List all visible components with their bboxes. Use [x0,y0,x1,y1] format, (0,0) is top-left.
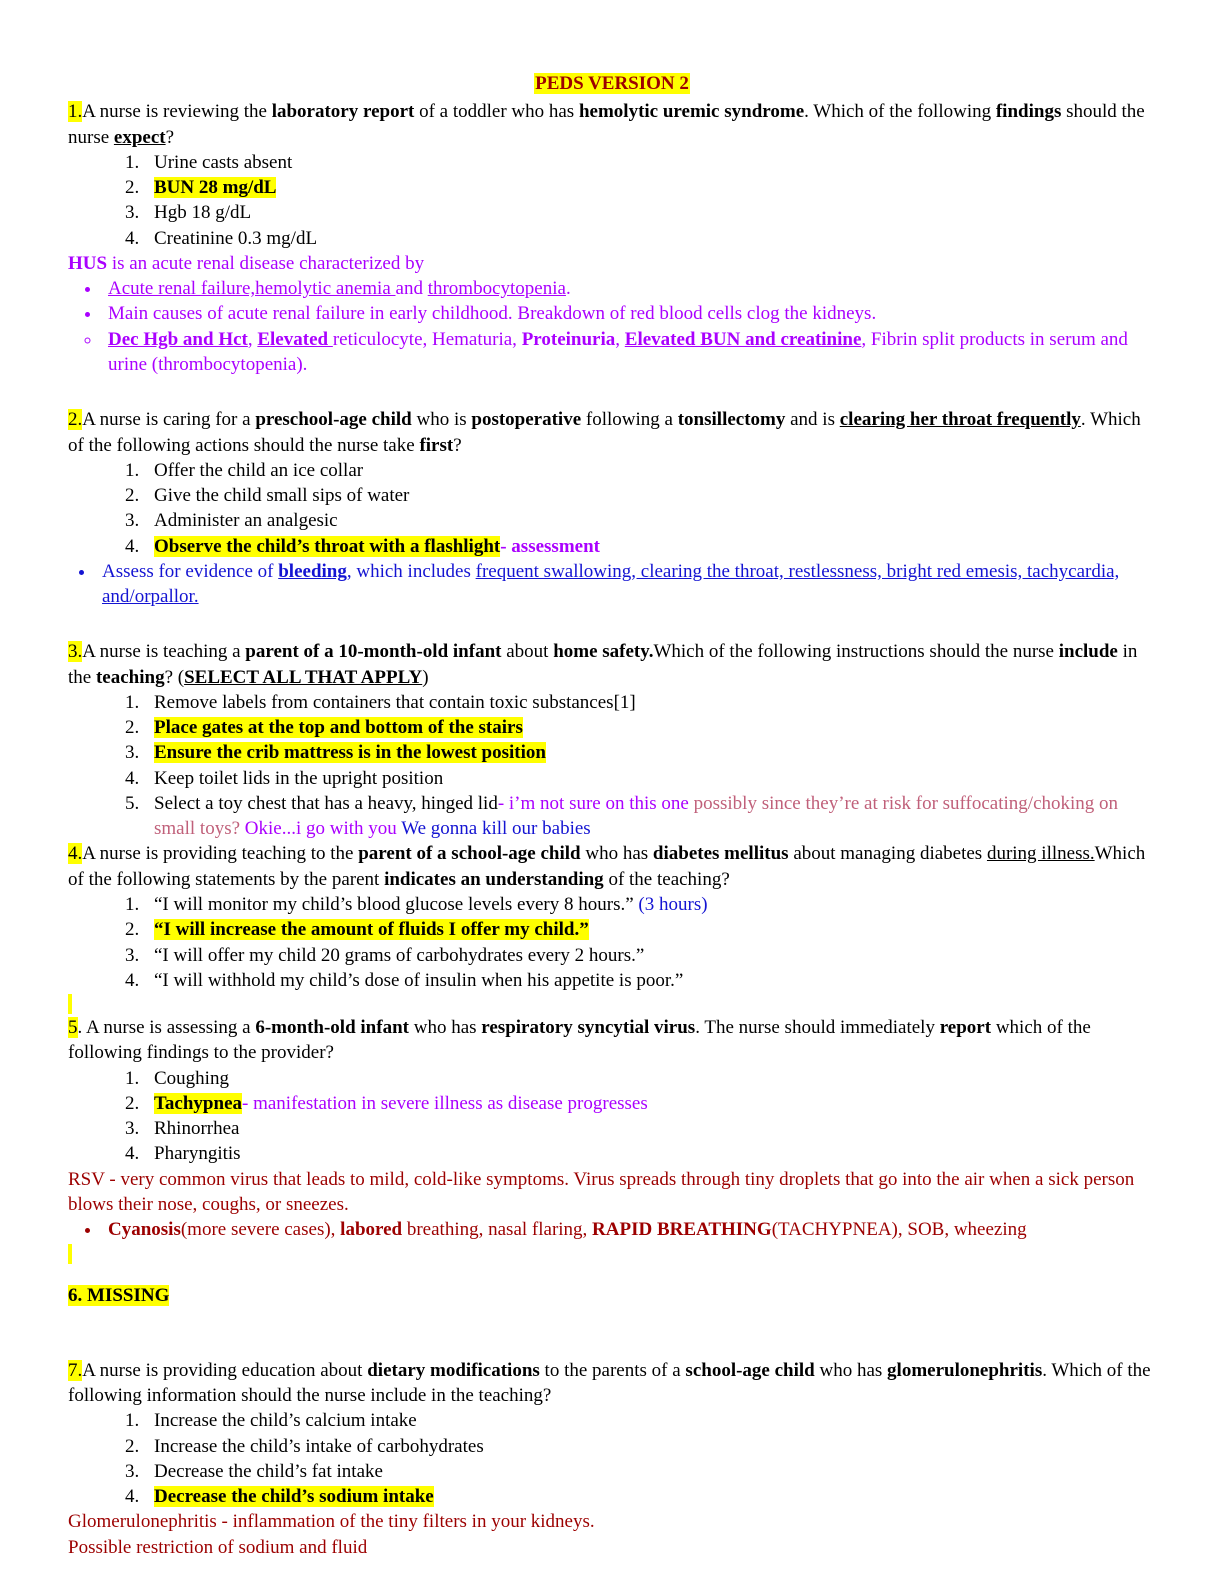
q4-stem-text-4: Which of the following statements by the parent [68,843,1146,890]
q2-answer-2: Give the child small sips of water [154,485,410,507]
question-1-stem [68,99,1156,150]
q7-stem-text-1: A nurse is providing education about [82,1359,368,1381]
q2-note-a: Assess for evidence of [102,560,279,582]
q1-notes-heading-rest: is an acute renal disease characterized by [107,252,425,274]
q2-note-b: bleeding [278,560,347,582]
q2-answer-4: Observe the child’s throat with a flashlight [154,535,501,557]
q1-stem-bold-4: expect [113,126,166,148]
q1-note-b1-end: . [565,278,571,300]
q7-stem-text-2: to the parents of a [539,1359,686,1381]
q1-note-b3-h: , Fibrin split products in serum and urine (thrombocytopenia). [108,328,1128,375]
q2-notes-bullets [68,559,1156,610]
answer-option[interactable] [144,1116,1156,1141]
q7-answer-1: Increase the child’s calcium intake [154,1410,417,1432]
q5-stem-text-2: who has [408,1017,482,1039]
q1-notes-heading [68,251,1156,276]
highlight-caret [68,1244,72,1264]
q1-stem-text-2: of a toddler who has [414,101,579,123]
q4-stem-bold-3: indicates an understanding [384,868,604,890]
q5-answer-2-annotation: - manifestation in severe illness as disease progresses [242,1092,648,1114]
empty-highlighted-line-2 [68,1242,1156,1264]
answer-option[interactable] [144,483,1156,508]
q1-note-b1-u1: Acute renal failure,hemolytic anemia [108,278,396,300]
question-7-number: 7. [68,1359,83,1381]
q2-stem-text-3: following a [581,409,678,431]
q1-note-b3-c: Elevated [257,328,333,350]
q5-note-b: (more severe cases), [180,1219,341,1241]
q1-stem-text-1: A nurse is reviewing the [82,101,272,123]
q2-stem-bold-1: preschool-age child [255,409,412,431]
q1-stem-text-4: should the nurse [68,101,1145,148]
q5-answer-2: Tachypnea [154,1092,242,1114]
q4-stem-text-1: A nurse is providing teaching to the [82,843,359,865]
q2-note-e: pallor. [150,586,199,608]
q1-note-b3-a: Dec Hgb and Hct [108,328,248,350]
q1-answer-2: BUN 28 mg/dL [154,177,277,199]
q5-stem-bold-1: 6-month-old infant [255,1017,409,1039]
answer-option[interactable] [144,175,1156,200]
q4-answer-4: “I will withhold my child’s dose of insulin when his appetite is poor.” [154,969,684,991]
q2-answer-3: Administer an analgesic [154,510,338,532]
spacer [68,609,1156,639]
question-3-answers [68,690,1156,842]
q3-stem-text-5: ? ( [164,666,185,688]
q5-note-f: (TACHYPNEA), SOB, wheezing [771,1219,1027,1241]
answer-option[interactable] [144,917,1156,942]
q4-answer-1-annotation: (3 hours) [638,894,708,916]
q1-note-b3-b: , [247,328,258,350]
answer-option[interactable] [144,690,1156,715]
q4-stem-underline-1: during illness. [986,843,1095,865]
q1-answer-3: Hgb 18 g/dL [154,202,252,224]
q1-note-b3-d: reticulocyte, Hematuria, [332,328,522,350]
question-7-answers [68,1408,1156,1509]
q2-answer-4-annotation: - assessment [500,535,600,557]
answer-option[interactable] [144,150,1156,175]
q1-answer-1: Urine casts absent [154,151,293,173]
q1-notes-heading-bold: HUS [68,252,108,274]
q2-stem-bold-5: first [419,434,454,456]
q5-answer-4: Pharyngitis [154,1143,241,1165]
question-3-number: 3. [68,641,83,663]
empty-highlighted-line-1 [68,993,1156,1015]
highlight-caret [68,994,72,1014]
q3-answer-5-comment-1: - i’m not sure on this one [497,792,689,814]
q4-stem-text-3: about managing diabetes [788,843,987,865]
q5-stem-bold-2: respiratory syncytial virus [481,1017,696,1039]
answer-option[interactable] [144,1459,1156,1484]
q1-stem-bold-1: laboratory report [271,101,415,123]
q7-answer-3: Decrease the child’s fat intake [154,1460,383,1482]
answer-option[interactable] [144,1091,1156,1116]
question-6-missing [68,1283,1156,1308]
q4-stem-bold-1: parent of a school-age child [358,843,581,865]
question-2-answers [68,458,1156,559]
q7-notes-line-1: Glomerulonephritis - inflammation of the tiny filters in your kidneys. [68,1511,595,1533]
q5-stem-bold-3: report [939,1017,992,1039]
q3-answer-5: Select a toy chest that has a heavy, hinged lid [154,792,498,814]
q7-stem-text-4: . Which of the following information should the nurse include in the teaching? [68,1359,1151,1406]
spacer [68,377,1156,407]
q5-notes-bullets [68,1217,1156,1242]
q3-answer-5-comment-2: possibly since they’re at risk for suffocating/choking on small toys? [154,792,1119,840]
q4-answer-2: “I will increase the amount of fluids I offer my child.” [154,919,589,941]
q1-notes-bullets [68,276,1156,327]
q4-stem-text-2: who has [580,843,653,865]
q3-stem-text-2: about [501,641,554,663]
q5-note-a: Cyanosis [108,1219,181,1241]
q1-notes-subbullets [68,327,1156,378]
note-bullet [96,559,1156,610]
q4-answer-1: “I will monitor my child’s blood glucose levels every 8 hours.” [154,894,634,916]
q5-note-c: labored [340,1219,403,1241]
question-1-answers [68,150,1156,251]
q3-stem-bold-5: SELECT ALL THAT APPLY [184,666,423,688]
answer-option[interactable] [144,1434,1156,1459]
page-title [68,72,1156,96]
q1-stem-text-5: ? [165,126,175,148]
q7-stem-bold-2: school-age child [685,1359,815,1381]
answer-option[interactable] [144,1066,1156,1091]
answer-option[interactable] [144,458,1156,483]
note-bullet [102,276,1156,301]
question-7-stem [68,1358,1156,1409]
answer-option[interactable] [144,508,1156,533]
q2-stem-text-1: A nurse is caring for a [82,409,256,431]
question-2-number: 2. [68,409,83,431]
q2-stem-bold-3: tonsillectomy [677,409,786,431]
q4-stem-bold-2: diabetes mellitus [652,843,789,865]
q1-stem-text-3: . Which of the following [804,101,996,123]
note-bullet [102,301,1156,326]
question-6-label: 6. MISSING [68,1285,170,1307]
note-bullet [102,327,1156,378]
question-3-stem [68,639,1156,690]
note-bullet [102,1217,1156,1242]
q5-answer-1: Coughing [154,1067,229,1089]
q7-stem-bold-3: glomerulonephritis [887,1359,1043,1381]
q5-stem-text-4: which of the following findings to the provider? [68,1017,1091,1064]
answer-option[interactable] [144,943,1156,968]
q1-note-b3-e: Proteinuria [521,328,616,350]
q1-note-b1-mid: and [395,278,428,300]
answer-option[interactable] [144,200,1156,225]
question-5-stem [68,1015,1156,1066]
q2-stem-text-5: . Which of the following actions should the nurse take [68,409,1141,456]
q2-stem-text-4: and is [785,409,840,431]
q5-note-e: RAPID BREATHING [592,1219,772,1241]
q2-note-d: frequent swallowing, clearing the throat, restlessness, bright red emesis, tachycardia, and/or [102,560,1120,608]
answer-option[interactable] [144,1408,1156,1433]
q3-stem-bold-2: home safety. [553,641,654,663]
q4-answer-3: “I will offer my child 20 grams of carbohydrates every 2 hours.” [154,944,645,966]
question-4-number: 4. [68,843,83,865]
q2-stem-text-6: ? [453,434,462,456]
q1-answer-4: Creatinine 0.3 mg/dL [154,227,318,249]
answer-option[interactable] [144,1141,1156,1166]
q1-stem-bold-3: findings [995,101,1062,123]
question-4-stem [68,841,1156,892]
question-2-stem [68,407,1156,458]
question-4-answers [68,892,1156,993]
q5-answer-3: Rhinorrhea [154,1118,240,1140]
q5-notes-line-1: RSV - very common virus that leads to mild, cold-like symptoms. Virus spreads through tiny droplets that go into the air when a sick person blows their nose, coughs, or sneezes. [68,1168,1135,1215]
answer-option[interactable] [144,968,1156,993]
answer-option[interactable] [144,226,1156,251]
answer-option[interactable] [144,534,1156,559]
q7-answer-4: Decrease the child’s sodium intake [154,1486,434,1508]
answer-option[interactable] [144,740,1156,765]
q7-notes-line-2: Possible restriction of sodium and fluid [68,1536,368,1558]
q4-stem-text-5: of the teaching? [603,868,730,890]
q3-answer-3: Ensure the crib mattress is in the lowest position [154,742,546,764]
q1-note-b1-u2: thrombocytopenia [427,278,566,300]
page-title-text: PEDS VERSION 2 [535,73,689,94]
q3-answer-5-comment-3: Okie...i go with you [240,818,397,840]
q1-note-b3-f: , [615,328,625,350]
answer-option[interactable] [144,1484,1156,1509]
q1-stem-bold-2: hemolytic uremic syndrome [578,101,805,123]
q2-note-c: , which includes [346,560,476,582]
spacer [68,1328,1156,1358]
q1-note-b3-g: Elevated BUN and creatinine [624,328,862,350]
q5-stem-text-1: . A nurse is assessing a [77,1017,256,1039]
question-5-number: 5 [68,1017,78,1039]
q2-stem-bold-4: clearing her throat frequently [839,409,1081,431]
q3-stem-text-3: Which of the following instructions should the nurse [653,641,1059,663]
answer-option[interactable] [144,766,1156,791]
answer-option[interactable] [144,791,1156,842]
answer-option[interactable] [144,715,1156,740]
q3-answer-2: Place gates at the top and bottom of the stairs [154,717,523,739]
q3-stem-text-1: A nurse is teaching a [82,641,246,663]
question-5-answers [68,1066,1156,1167]
q2-stem-bold-2: postoperative [471,409,582,431]
q3-stem-text-4: in the [68,641,1138,688]
answer-option[interactable] [144,892,1156,917]
q3-answer-1: Remove labels from containers that contain toxic substances[1] [154,691,636,713]
q3-stem-text-6: ) [422,666,429,688]
question-1-number: 1. [68,101,83,123]
q3-answer-4: Keep toilet lids in the upright position [154,767,444,789]
q5-note-d: breathing, nasal flaring, [402,1219,593,1241]
q7-answer-2: Increase the child’s intake of carbohydrates [154,1435,484,1457]
q5-stem-text-3: . The nurse should immediately [695,1017,940,1039]
q3-stem-bold-3: include [1058,641,1118,663]
q2-answer-1: Offer the child an ice collar [154,459,364,481]
q1-note-b2: Main causes of acute renal failure in early childhood. Breakdown of red blood cells clog the kidneys. [108,303,877,325]
q3-stem-bold-1: parent of a 10-month-old infant [245,641,502,663]
q7-stem-text-3: who has [814,1359,888,1381]
q7-stem-bold-1: dietary modifications [367,1359,540,1381]
q3-stem-bold-4: teaching [95,666,165,688]
q3-answer-5-comment-4: We gonna kill our babies [396,818,591,840]
q2-stem-text-2: who is [411,409,472,431]
